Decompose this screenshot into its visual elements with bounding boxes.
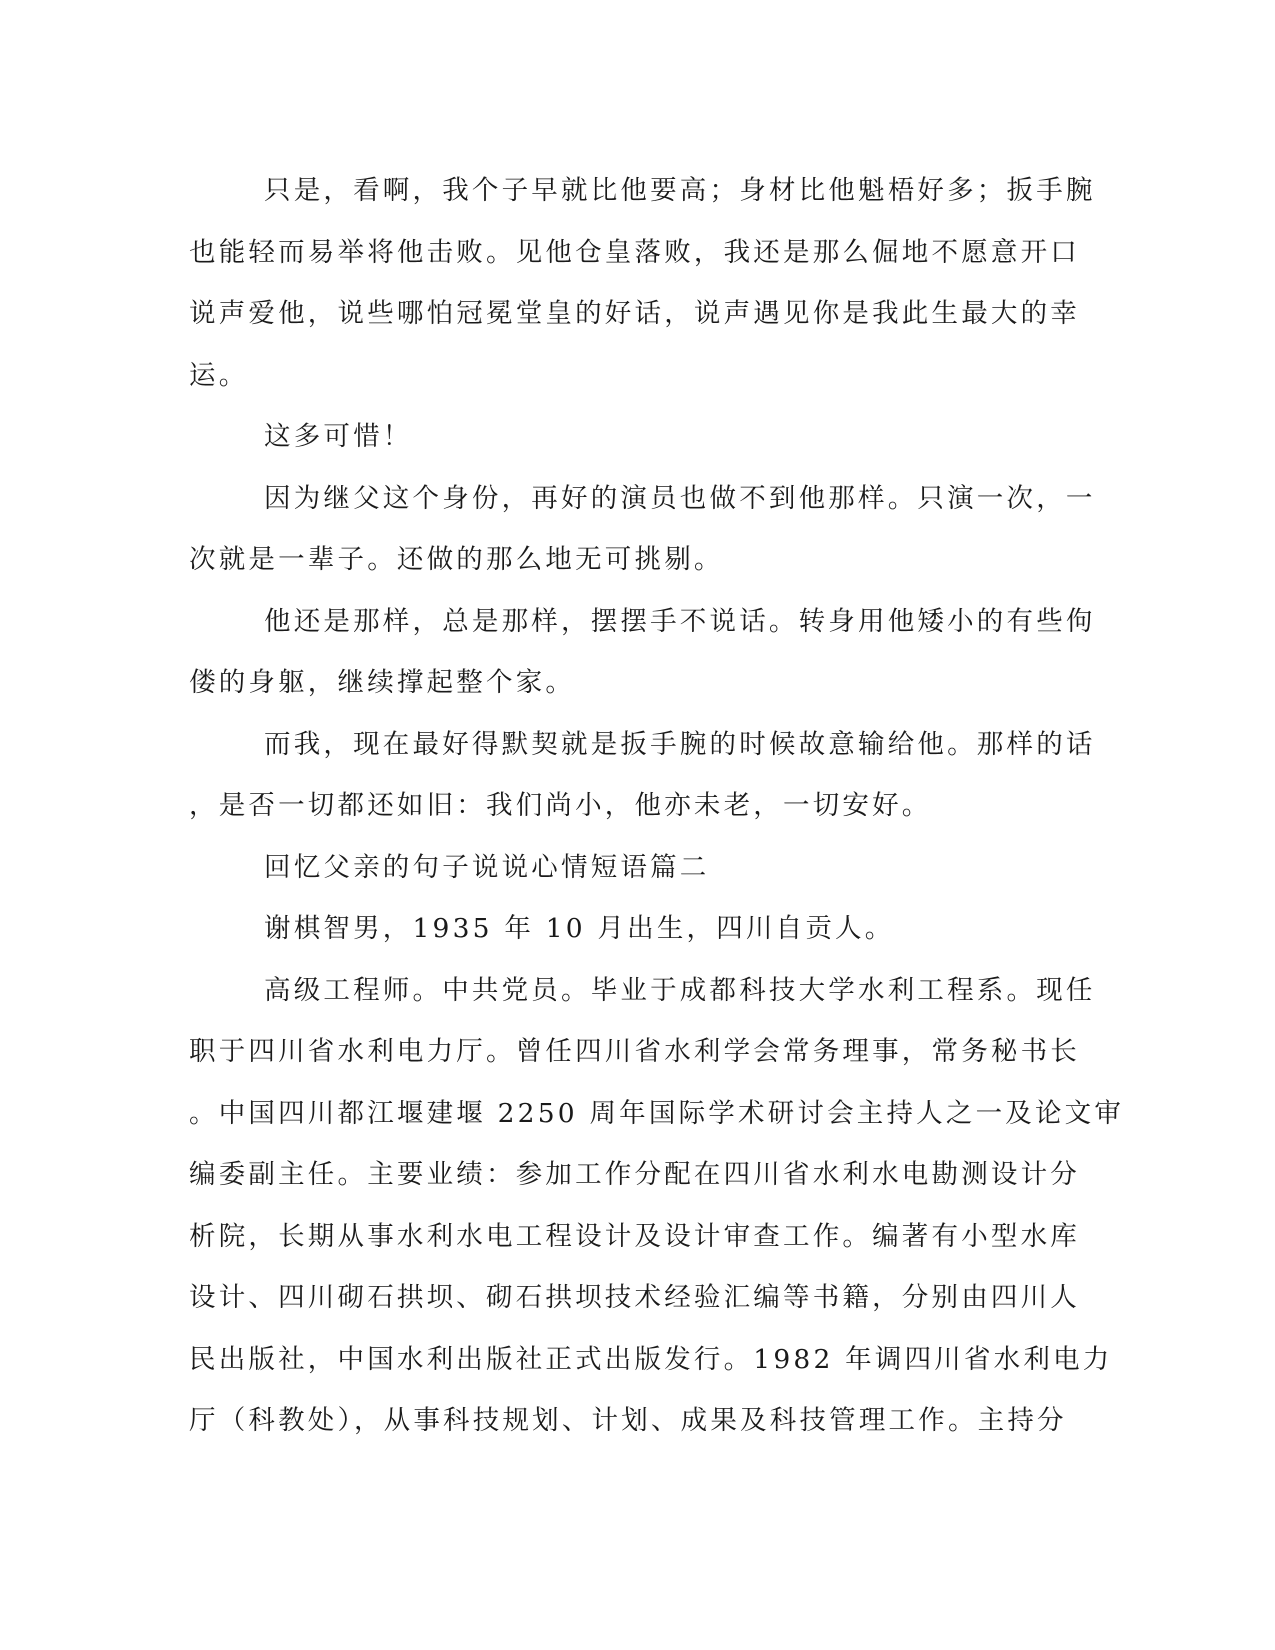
text-line: 次就是一辈子。还做的那么地无可挑剔。 [189,544,724,575]
text-line: 职于四川省水利电力厅。曾任四川省水利学会常务理事，常务秘书长 [189,1036,1080,1067]
text-line: ，是否一切都还如旧：我们尚小，他亦未老，一切安好。 [189,790,932,821]
text-line: 高级工程师。中共党员。毕业于成都科技大学水利工程系。现任 [264,974,1096,1006]
text-line: 。中国四川都江堰建堰 2250 周年国际学术研讨会主持人之一及论文审 [189,1097,1125,1129]
text-line: 因为继父这个身份，再好的演员也做不到他那样。只演一次，一 [264,482,1096,514]
document-body [189,160,1125,1452]
text-line: 这多可惜！ [264,421,413,452]
text-line: 偻的身躯，继续撑起整个家。 [189,667,576,698]
text-line: 也能轻而易举将他击败。见他仓皇落败，我还是那么倔地不愿意开口 [189,236,1080,268]
text-line: 而我，现在最好得默契就是扳手腕的时候故意输给他。那样的话 [264,728,1096,760]
text-line: 民出版社，中国水利出版社正式出版发行。1982 年调四川省水利电力 [189,1343,1113,1375]
text-line: 谢棋智男，1935 年 10 月出生，四川自贡人。 [264,913,895,944]
text-line: 析院，长期从事水利水电工程设计及设计审查工作。编著有小型水库 [189,1220,1080,1252]
text-line: 他还是那样，总是那样，摆摆手不说话。转身用他矮小的有些佝 [264,605,1096,637]
text-line: 说声爱他，说些哪怕冠冕堂皇的好话，说声遇见你是我此生最大的幸 [189,298,1080,329]
text-line: 厅（科教处），从事科技规划、计划、成果及科技管理工作。主持分 [189,1405,1067,1436]
text-line: 回忆父亲的句子说说心情短语篇二 [264,851,710,883]
text-line: 编委副主任。主要业绩：参加工作分配在四川省水利水电勘测设计分 [189,1159,1080,1190]
text-line: 设计、四川砌石拱坝、砌石拱坝技术经验汇编等书籍，分别由四川人 [189,1282,1080,1313]
text-line: 只是，看啊，我个子早就比他要高；身材比他魁梧好多；扳手腕 [264,175,1096,206]
text-line: 运。 [189,359,249,391]
